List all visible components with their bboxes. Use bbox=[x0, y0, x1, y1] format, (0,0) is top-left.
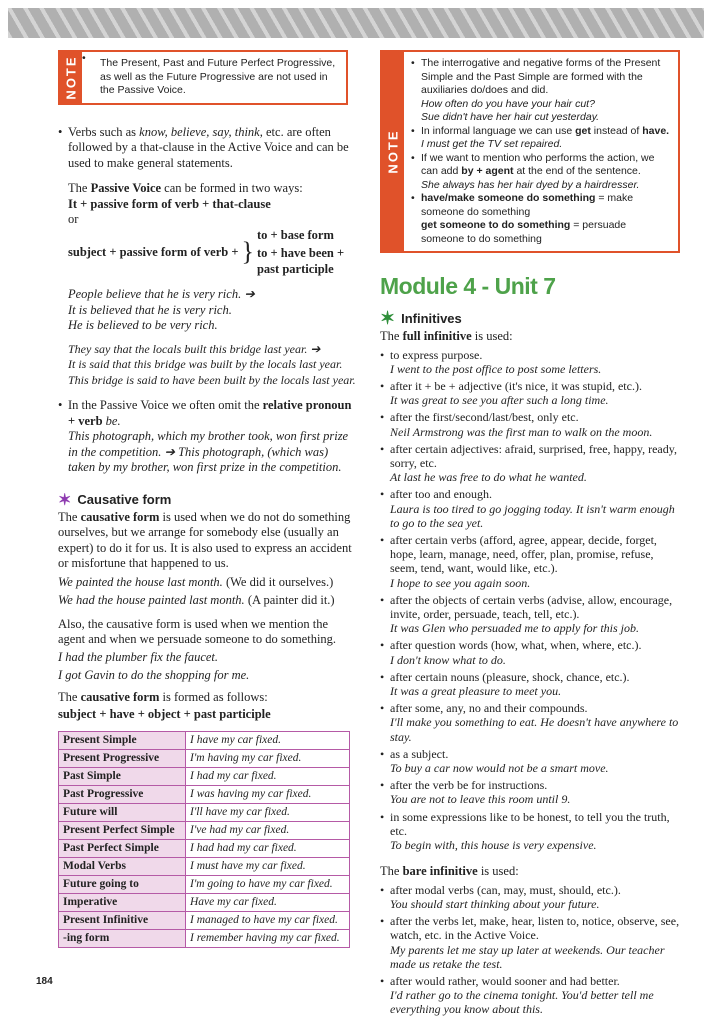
list-item-text: • as a subject. bbox=[390, 746, 449, 761]
causative-table bbox=[58, 731, 350, 948]
list-item-example: I'd rather go to the cinema tonight. You'd better tell me everything you know about this. bbox=[390, 988, 654, 1017]
causative-example-2: We had the house painted last month. (A painter did it.) bbox=[58, 593, 335, 607]
list-item-text: • after the verbs let, make, hear, listen to, notice, observe, see, watch, etc. in the Active Voice. bbox=[390, 914, 680, 943]
list-item-text: • after it + be + adjective (it's nice, it was stupid, etc.). bbox=[390, 378, 642, 393]
tense-cell: Present Infinitive bbox=[59, 911, 186, 929]
list-item-example: It was great to see you after such a long time. bbox=[390, 393, 609, 408]
tense-cell: Present Perfect Simple bbox=[59, 821, 186, 839]
list-item bbox=[380, 701, 680, 744]
list-item-text: • after modal verbs (can, may, must, should, etc.). bbox=[390, 882, 621, 897]
list-item-example: You should start thinking about your future. bbox=[390, 896, 600, 911]
example-cell: Have my car fixed. bbox=[186, 893, 350, 911]
table-row bbox=[59, 785, 350, 803]
table-row bbox=[59, 875, 350, 893]
example-cell: I must have my car fixed. bbox=[186, 857, 350, 875]
causative-example-4: I got Gavin to do the shopping for me. bbox=[58, 668, 250, 682]
list-item-example: I hope to see you again soon. bbox=[390, 575, 531, 590]
example-cell: I've had my car fixed. bbox=[186, 821, 350, 839]
star-icon: ✶ bbox=[380, 308, 396, 328]
example-cell: I was having my car fixed. bbox=[186, 785, 350, 803]
tense-cell: Present Progressive bbox=[59, 749, 186, 767]
bare-infinitive-list bbox=[380, 883, 680, 1017]
tense-cell: Imperative bbox=[59, 893, 186, 911]
causative-example-3: I had the plumber fix the faucet. bbox=[58, 649, 219, 664]
list-item-example: You are not to leave this room until 9. bbox=[390, 792, 571, 807]
list-item-example: Neil Armstrong was the first man to walk on the moon. bbox=[390, 424, 653, 439]
list-item bbox=[380, 487, 680, 530]
list-item bbox=[380, 810, 680, 853]
table-row bbox=[59, 893, 350, 911]
list-item-text: • after the objects of certain verbs (advise, allow, encourage, invite, order, persuade, teach, tell, etc.). bbox=[390, 592, 673, 621]
list-item bbox=[380, 593, 680, 636]
bare-infinitive-intro: The bare infinitive is used: bbox=[380, 864, 519, 879]
tense-cell: Future will bbox=[59, 803, 186, 821]
table-row bbox=[59, 839, 350, 857]
note-tab: NOTE bbox=[382, 52, 404, 251]
list-item-example: It was Glen who persuaded me to apply for this job. bbox=[390, 621, 639, 636]
module-title: Module 4 - Unit 7 bbox=[380, 273, 556, 299]
tense-cell: Past Perfect Simple bbox=[59, 839, 186, 857]
list-item-example: At last he was free to do what he wanted. bbox=[390, 470, 587, 485]
tense-cell: Present Simple bbox=[59, 731, 186, 749]
causative-example-1: We painted the house last month. (We did it ourselves.) bbox=[58, 574, 334, 589]
list-item-example: It was a great pleasure to meet you. bbox=[390, 683, 562, 698]
list-item bbox=[380, 883, 680, 911]
list-item-text: • in some expressions like to be honest, to tell you the truth, etc. bbox=[390, 809, 670, 838]
note-text: • The Present, Past and Future Perfect Progressive, as well as the Future Progressive are not used in the Passive Voice. bbox=[82, 52, 346, 103]
tense-cell: -ing form bbox=[59, 929, 186, 947]
list-item bbox=[380, 410, 680, 438]
example-cell: I had my car fixed. bbox=[186, 767, 350, 785]
full-infinitive-list bbox=[380, 348, 680, 853]
list-item bbox=[380, 670, 680, 698]
list-item bbox=[380, 379, 680, 407]
causative-para-3: The causative form is formed as follows: bbox=[58, 689, 268, 704]
example-cell: I managed to have my car fixed. bbox=[186, 911, 350, 929]
formula-2: subject + passive form of verb + } to + base form to + have been + past participle bbox=[68, 227, 345, 276]
causative-para-2: Also, the causative form is used when we mention the agent and when we persuade someone to do something. bbox=[58, 616, 337, 646]
example-cell: I had had my car fixed. bbox=[186, 839, 350, 857]
table-row bbox=[59, 731, 350, 749]
example-cell: I have my car fixed. bbox=[186, 731, 350, 749]
note-box-right bbox=[380, 50, 680, 253]
list-item-example: I went to the post office to post some letters. bbox=[390, 361, 602, 376]
list-item-text: • after some, any, no and their compounds. bbox=[390, 701, 588, 716]
left-column bbox=[58, 50, 358, 948]
table-row bbox=[59, 821, 350, 839]
example-cell: I remember having my car fixed. bbox=[186, 929, 350, 947]
star-icon: ✶ bbox=[58, 491, 72, 509]
list-item bbox=[380, 533, 680, 590]
table-row bbox=[59, 749, 350, 767]
list-item-text: • after certain nouns (pleasure, shock, chance, etc.). bbox=[390, 669, 630, 684]
list-item bbox=[380, 747, 680, 775]
list-item-text: • after the verb be for instructions. bbox=[390, 778, 548, 793]
verbs-paragraph: • Verbs such as know, believe, say, think, etc. are often followed by a that-clause in the Active Voice and can be used to make general statements. bbox=[58, 125, 358, 172]
table-row bbox=[59, 803, 350, 821]
list-item-example: I don't know what to do. bbox=[390, 652, 506, 667]
example-cell: I'll have my car fixed. bbox=[186, 803, 350, 821]
passive-intro: The Passive Voice can be formed in two ways: bbox=[68, 181, 303, 195]
list-item bbox=[380, 638, 680, 666]
right-column bbox=[380, 50, 680, 1017]
list-item bbox=[380, 974, 680, 1017]
note-tab: NOTE bbox=[60, 52, 82, 103]
table-row bbox=[59, 929, 350, 947]
causative-heading: ✶ Causative form bbox=[58, 491, 172, 509]
list-item-text: • after would rather, would sooner and had better. bbox=[390, 973, 620, 988]
relative-pronoun-paragraph: • In the Passive Voice we often omit the relative pronoun + verb be. This photograph, which my brother took, won first prize in the competition. ➔ This photograph, (which was) taken by my brother, won first prize in the competition. bbox=[58, 398, 358, 476]
list-item-text: • after certain adjectives: afraid, surprised, free, happy, ready, sorry, etc. bbox=[390, 441, 677, 470]
example-block-1: People believe that he is very rich. ➔ It is believed that he is very rich. He is believed to be very rich. bbox=[68, 287, 255, 332]
list-item-example: I'll make you something to eat. He doesn't have anywhere to stay. bbox=[390, 715, 679, 744]
full-infinitive-intro: The full infinitive is used: bbox=[380, 329, 513, 343]
list-item-example: My parents let me stay up later at weekends. Our teacher made us retake the test. bbox=[390, 942, 665, 971]
infinitives-heading: ✶ Infinitives bbox=[380, 308, 462, 328]
causative-para-1: The causative form is used when we do not do something ourselves, but we arrange for somebody else (usually an expert) to do it for us. It is also used to express an accident or misfortune that happened to us. bbox=[58, 509, 352, 570]
example-cell: I'm going to have my car fixed. bbox=[186, 875, 350, 893]
table-row bbox=[59, 767, 350, 785]
list-item bbox=[380, 914, 680, 971]
list-item bbox=[380, 778, 680, 806]
tense-cell: Modal Verbs bbox=[59, 857, 186, 875]
list-item-text: • after the first/second/last/best, only etc. bbox=[390, 410, 579, 425]
list-item bbox=[380, 442, 680, 485]
list-item-example: To buy a car now would not be a smart move. bbox=[390, 760, 609, 775]
note-right-text: • The interrogative and negative forms of the Present Simple and the Past Simple are formed with the auxiliaries do/does and did. How often do you have your hair cut? Sue didn't have her hair cut yesterday. • In informal language we can use get instead of have. I must get the TV set repaired. • If we want to mention who performs the action, we can add by + agent at the end of the sentence. She always has her hair dyed by a hairdresser. • have/make someone do something = make someone do something get someone to do something = persuade someone to do something bbox=[404, 52, 678, 251]
list-item-example: To begin with, this house is very expensive. bbox=[390, 838, 597, 852]
list-item bbox=[380, 348, 680, 376]
list-item-text: • after too and enough. bbox=[390, 487, 492, 502]
table-row bbox=[59, 911, 350, 929]
list-item-text: • after question words (how, what, when, where, etc.). bbox=[390, 638, 642, 653]
example-block-2: They say that the locals built this bridge last year. ➔ It is said that this bridge was built by the locals last year. This bridge is said to have been built by the locals last year. bbox=[68, 341, 356, 387]
tense-cell: Future going to bbox=[59, 875, 186, 893]
formula-or: or bbox=[68, 212, 79, 226]
table-row bbox=[59, 857, 350, 875]
list-item-text: • to express purpose. bbox=[390, 347, 483, 362]
list-item-example: Laura is too tired to go jogging today. It isn't warm enough to go to the sea yet. bbox=[390, 501, 675, 530]
brace-icon: } bbox=[241, 237, 254, 267]
top-banner bbox=[8, 8, 704, 38]
tense-cell: Past Simple bbox=[59, 767, 186, 785]
example-cell: I'm having my car fixed. bbox=[186, 749, 350, 767]
causative-formula: subject + have + object + past participle bbox=[58, 707, 271, 721]
page-number: 184 bbox=[36, 976, 53, 987]
list-item-text: • after certain verbs (afford, agree, appear, decide, forget, hope, learn, manage, need, offer, plan, promise, refuse, seem, tend, want, would like, etc.). bbox=[390, 532, 657, 576]
note-box-left bbox=[58, 50, 348, 105]
formula-1: It + passive form of verb + that-clause bbox=[68, 196, 271, 211]
tense-cell: Past Progressive bbox=[59, 785, 186, 803]
